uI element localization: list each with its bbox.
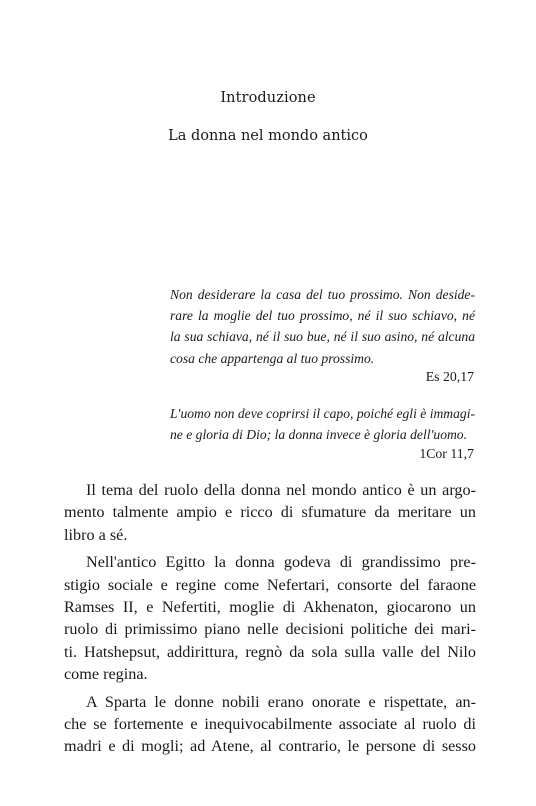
paragraph-line: stigio sociale e regine come Nefertari, consorte del faraone — [64, 575, 476, 594]
paragraph-line: ruolo di primissimo piano nelle decisioni politiche dei mari- — [64, 620, 476, 639]
epigraph-line: cosa che appartenga al tuo prossimo. — [170, 350, 375, 366]
epigraph-line: rare la moglie del tuo prossimo, né il suo schiavo, né — [170, 308, 475, 324]
paragraph-line: mento talmente ampio e ricco di sfumature da meritare un — [64, 503, 476, 522]
paragraph-line: A Sparta le donne nobili erano onorate e rispettate, an- — [86, 692, 476, 711]
paragraph-line: ti. Hatshepsut, addirittura, regnò da sola sulla valle del Nilo — [64, 642, 476, 661]
epigraph-corinthians — [170, 403, 475, 445]
epigraph-reference-corinthians: 1Cor 11,7 — [419, 446, 474, 461]
epigraph-line: la sua schiava, né il suo bue, né il suo asino, né alcuna — [170, 329, 475, 345]
paragraph — [64, 551, 476, 685]
paragraph-line: Nell'antico Egitto la donna godeva di grandissimo pre- — [86, 553, 476, 572]
epigraph-line: ne e gloria di Dio; la donna invece è gloria dell'uomo. — [170, 427, 468, 443]
paragraph-line: come regina. — [64, 665, 148, 684]
paragraph-line: che se fortemente e inequivocabilmente associate al ruolo di — [64, 715, 476, 734]
body-text — [64, 479, 476, 763]
chapter-title: La donna nel mondo antico — [168, 128, 368, 144]
paragraph-line: libro a sé. — [64, 525, 128, 544]
paragraph-line: Ramses II, e Nefertiti, moglie di Akhenaton, giocarono un — [64, 598, 476, 617]
epigraph-line: Non desiderare la casa del tuo prossimo. Non deside- — [170, 287, 475, 302]
paragraph-line: madri e di mogli; ad Atene, al contrario, le persone di sesso — [64, 737, 476, 756]
chapter-label: Introduzione — [220, 90, 316, 106]
epigraph-exodus — [170, 284, 475, 369]
epigraph-reference-exodus: Es 20,17 — [425, 369, 474, 384]
paragraph — [64, 479, 476, 546]
paragraph — [64, 691, 476, 758]
epigraph-line: L'uomo non deve coprirsi il capo, poiché egli è immagi- — [170, 406, 475, 421]
paragraph-line: Il tema del ruolo della donna nel mondo antico è un argo- — [86, 481, 476, 499]
